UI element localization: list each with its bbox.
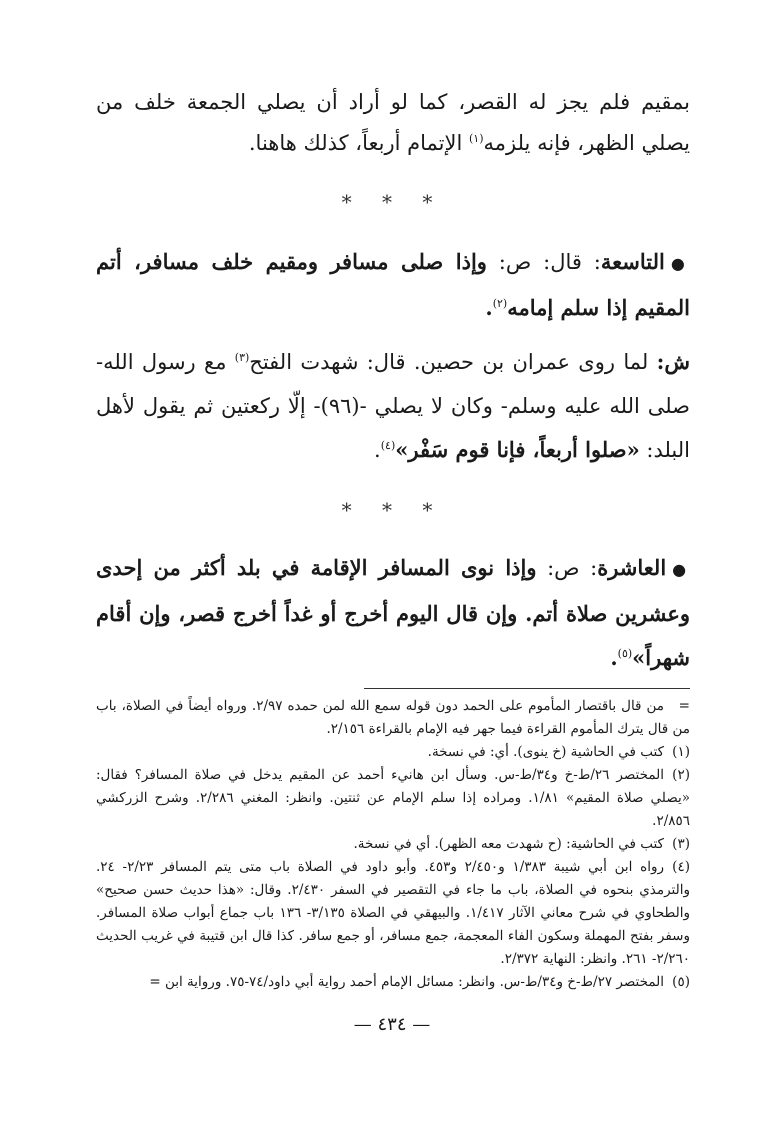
paragraph-intro bbox=[96, 82, 690, 164]
footnote-2-number: (٢) bbox=[672, 767, 690, 783]
sharh-lead: ش: bbox=[656, 349, 690, 374]
sharh-text-2: مع رسول الله- صلى الله عليه وسلم- وكان لا يصلي -(٩٦)- إلّا ركعتين ثم يقول لأهل البلد: bbox=[96, 350, 690, 462]
page-number: — ٤٣٤ — bbox=[353, 1014, 431, 1035]
footnote-2 bbox=[96, 764, 690, 833]
footnote-ref-2: (٢) bbox=[492, 297, 508, 310]
ninth-end: . bbox=[485, 295, 493, 320]
footnote-separator bbox=[364, 688, 690, 689]
footnote-continuation-text: من قال باقتصار المأموم على الحمد دون قوله سمع الله لمن حمده ٢/٩٧. ورواه أيضاً في الصلاة، باب من قال يترك المأموم القراءة فيما جهر فيه الإمام بالقراءة ٢/١٥٦. bbox=[96, 698, 690, 737]
footnote-ref-5: (٥) bbox=[617, 647, 633, 660]
footnote-4-number: (٤) bbox=[672, 859, 690, 875]
footnote-ref-3: (٣) bbox=[234, 351, 250, 364]
section-divider-2: * * * bbox=[341, 498, 445, 522]
footnote-5-number: (٥) bbox=[672, 974, 690, 990]
bullet-icon: ● bbox=[670, 254, 690, 273]
footnote-ref-4: (٤) bbox=[380, 439, 396, 452]
footnote-5 bbox=[96, 971, 690, 994]
section-divider-1: * * * bbox=[341, 190, 445, 214]
footnote-ref-1: (١) bbox=[468, 132, 484, 145]
footnote-3-text: كتب في الحاشية: (ح شهدت معه الظهر). أي في نسخة. bbox=[353, 836, 664, 852]
intro-line-2-end: الإتمام أربعاً، كذلك هاهنا. bbox=[248, 131, 469, 155]
ninth-issue bbox=[96, 240, 690, 330]
footnote-5-text: المختصر ٢٧/ط-خ و٣٤/ط-س. وانظر: مسائل الإمام أحمد رواية أبي داود/٧٤-٧٥. ورواية ابن = bbox=[149, 974, 664, 990]
bullet-icon: ● bbox=[672, 560, 691, 579]
ninth-text: وإذا صلى مسافر ومقيم خلف مسافر، أتم المقيم إذا سلم إمامه bbox=[96, 249, 690, 320]
ninth-colon: : قال: ص: bbox=[486, 250, 601, 274]
footnote-1-number: (١) bbox=[672, 744, 690, 760]
tenth-issue bbox=[96, 546, 690, 680]
footnote-4-text: رواه ابن أبي شيبة ١/٣٨٣ و٢/٤٥٠ و٤٥٣. وأبو داود في الصلاة باب متى يتم المسافر ٢/٢٣- ٢٤. والترمذي بنحوه في الصلاة، باب ما جاء في التقصير في السفر ٢/٤٣٠. وقال: «هذا حديث حسن صحيح» والطحاوي في شرح معاني الآثار ١/٤١٧. والبيهقي في الصلاة ٣/١٣٥- ١٣٦ باب جماع أبواب صلاة المسافر. وسفر بفتح المهملة وسكون الفاء المعجمة، جمع مسافر، أو جمع سافر. كذا قال ابن قتيبة في غريب الحديث ٢/٢٦٠- ٢٦١. وانظر: النهاية ٢/٣٧٢. bbox=[96, 859, 690, 967]
sharh-paragraph bbox=[96, 340, 690, 472]
tenth-text: وإذا نوى المسافر الإقامة في بلد أكثر من إحدى وعشرين صلاة أتم. وإن قال اليوم أخرج أو غداً أخرج قصر، وإن أقام شهراً» bbox=[96, 555, 690, 670]
sharh-text-1: لما روى عمران بن حصين. قال: شهدت الفتح bbox=[249, 350, 657, 374]
continuation-marker: = bbox=[678, 698, 690, 714]
tenth-lead: العاشرة bbox=[597, 555, 667, 580]
footnote-1 bbox=[96, 741, 690, 764]
footnotes bbox=[96, 695, 690, 994]
intro-line-1: بمقيم فلم يجز له القصر، كما لو أراد أن يصلي الجمعة خلف من يصلي الظهر، فإنه bbox=[96, 90, 690, 155]
intro-line-2-start: يلزمه bbox=[483, 131, 531, 155]
footnote-continuation bbox=[96, 695, 690, 741]
sharh-end: . bbox=[374, 438, 381, 462]
footnote-3 bbox=[96, 833, 690, 856]
footnote-4 bbox=[96, 856, 690, 971]
tenth-end: . bbox=[610, 645, 618, 670]
tenth-colon: : ص: bbox=[536, 556, 598, 580]
footnote-3-number: (٣) bbox=[672, 836, 690, 852]
page-body bbox=[96, 82, 690, 994]
ninth-lead: التاسعة bbox=[600, 249, 665, 274]
sharh-quote: «صلوا أربعاً، فإنا قوم سَفْر» bbox=[395, 437, 640, 462]
footnote-1-text: كتب في الحاشية (خ ينوى). أي: في نسخة. bbox=[427, 744, 664, 760]
footnote-2-text: المختصر ٢٦/ط-خ و٣٤/ط-س. وسأل ابن هانيء أحمد عن المقيم يدخل في صلاة المسافر؟ فقال: «يصلي صلاة المقيم» ١/٨١. ومراده إذا سلم الإمام عن ثنتين. وانظر: المغني ٢/٢٨٦. وشرح الزركشي ٢/٨٥٦. bbox=[96, 767, 690, 829]
